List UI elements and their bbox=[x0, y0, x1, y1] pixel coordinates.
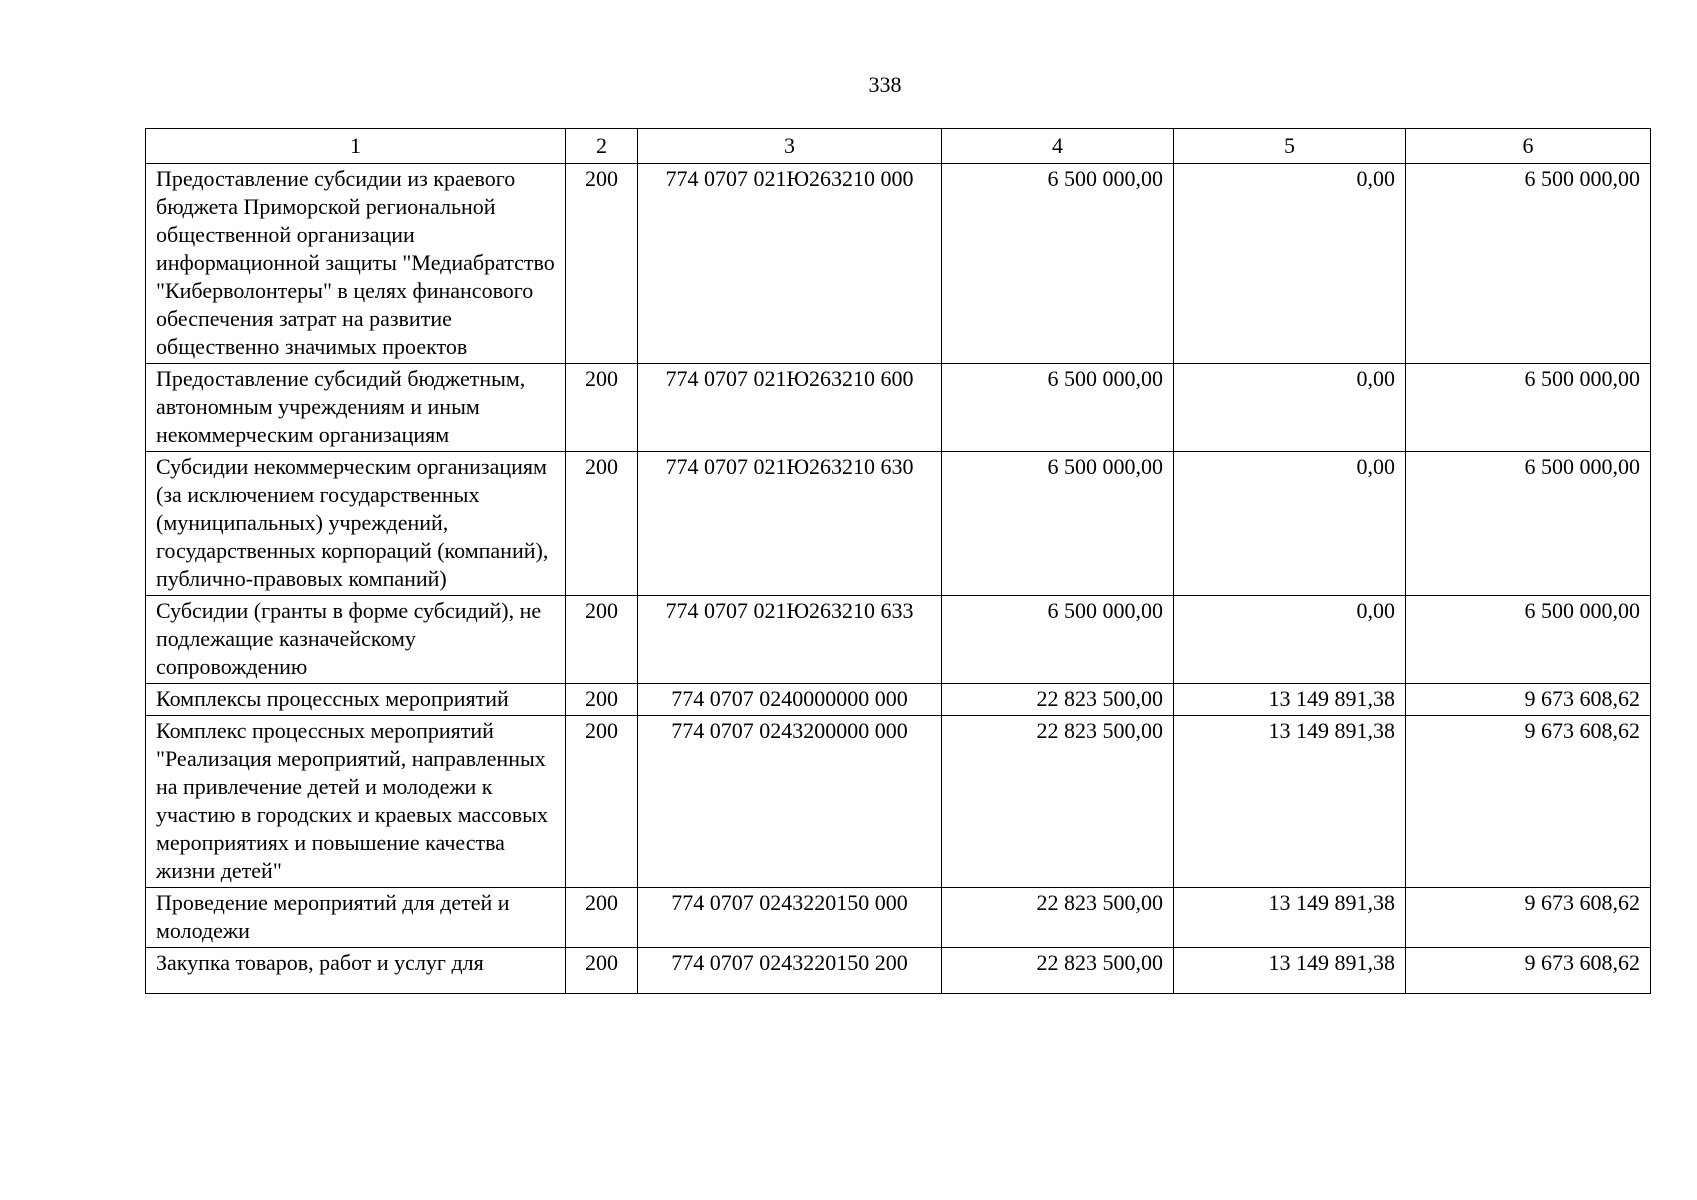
table-row bbox=[146, 888, 1651, 948]
row-col4: 22 823 500,00 bbox=[942, 684, 1174, 716]
row-col6: 6 500 000,00 bbox=[1406, 164, 1651, 364]
row-col5: 0,00 bbox=[1174, 364, 1406, 452]
row-col6: 9 673 608,62 bbox=[1406, 948, 1651, 994]
row-col6: 9 673 608,62 bbox=[1406, 888, 1651, 948]
row-col5: 13 149 891,38 bbox=[1174, 684, 1406, 716]
row-col4: 6 500 000,00 bbox=[942, 364, 1174, 452]
table-row bbox=[146, 164, 1651, 364]
row-name: Закупка товаров, работ и услуг для bbox=[146, 948, 566, 994]
budget-table bbox=[145, 128, 1651, 994]
header-cell-5: 5 bbox=[1174, 129, 1406, 164]
row-name: Субсидии некоммерческим организациям (за исключением государственных (муниципальных) учреждений, государственных корпораций (компаний), публично-правовых компаний) bbox=[146, 452, 566, 596]
row-col5: 0,00 bbox=[1174, 164, 1406, 364]
row-code: 200 bbox=[566, 888, 638, 948]
row-code: 200 bbox=[566, 948, 638, 994]
row-code: 200 bbox=[566, 684, 638, 716]
row-col5: 0,00 bbox=[1174, 452, 1406, 596]
table-row bbox=[146, 716, 1651, 888]
table-row bbox=[146, 948, 1651, 994]
row-col6: 6 500 000,00 bbox=[1406, 452, 1651, 596]
row-col4: 6 500 000,00 bbox=[942, 452, 1174, 596]
row-classification: 774 0707 0240000000 000 bbox=[638, 684, 942, 716]
page-number: 338 bbox=[868, 72, 902, 97]
row-col6: 9 673 608,62 bbox=[1406, 684, 1651, 716]
table-row bbox=[146, 596, 1651, 684]
row-classification: 774 0707 0243220150 200 bbox=[638, 948, 942, 994]
table-row bbox=[146, 684, 1651, 716]
row-classification: 774 0707 021Ю263210 600 bbox=[638, 364, 942, 452]
header-cell-4: 4 bbox=[942, 129, 1174, 164]
row-name: Предоставление субсидий бюджетным, автономным учреждениям и иным некоммерческим организациям bbox=[146, 364, 566, 452]
row-col4: 22 823 500,00 bbox=[942, 948, 1174, 994]
row-name: Комплексы процессных мероприятий bbox=[146, 684, 566, 716]
row-classification: 774 0707 021Ю263210 633 bbox=[638, 596, 942, 684]
row-col4: 6 500 000,00 bbox=[942, 164, 1174, 364]
row-col6: 9 673 608,62 bbox=[1406, 716, 1651, 888]
row-col6: 6 500 000,00 bbox=[1406, 364, 1651, 452]
row-col4: 22 823 500,00 bbox=[942, 716, 1174, 888]
row-col5: 0,00 bbox=[1174, 596, 1406, 684]
row-code: 200 bbox=[566, 452, 638, 596]
header-row bbox=[146, 129, 1651, 164]
table-row bbox=[146, 452, 1651, 596]
row-code: 200 bbox=[566, 596, 638, 684]
row-col5: 13 149 891,38 bbox=[1174, 948, 1406, 994]
row-col6: 6 500 000,00 bbox=[1406, 596, 1651, 684]
header-cell-2: 2 bbox=[566, 129, 638, 164]
header-cell-3: 3 bbox=[638, 129, 942, 164]
row-classification: 774 0707 021Ю263210 000 bbox=[638, 164, 942, 364]
header-cell-6: 6 bbox=[1406, 129, 1651, 164]
row-col4: 6 500 000,00 bbox=[942, 596, 1174, 684]
row-code: 200 bbox=[566, 364, 638, 452]
row-col5: 13 149 891,38 bbox=[1174, 888, 1406, 948]
row-classification: 774 0707 0243200000 000 bbox=[638, 716, 942, 888]
table-row bbox=[146, 364, 1651, 452]
row-col5: 13 149 891,38 bbox=[1174, 716, 1406, 888]
row-code: 200 bbox=[566, 164, 638, 364]
row-classification: 774 0707 021Ю263210 630 bbox=[638, 452, 942, 596]
row-code: 200 bbox=[566, 716, 638, 888]
header-cell-1: 1 bbox=[146, 129, 566, 164]
row-classification: 774 0707 0243220150 000 bbox=[638, 888, 942, 948]
row-name: Предоставление субсидии из краевого бюджета Приморской региональной общественной организации информационной защиты "Медиабратство "Киберволонтеры" в целях финансового обеспечения затрат на развитие общественно значимых проектов bbox=[146, 164, 566, 364]
row-name: Комплекс процессных мероприятий "Реализация мероприятий, направленных на привлечение детей и молодежи к участию в городских и краевых массовых мероприятиях и повышение качества жизни детей" bbox=[146, 716, 566, 888]
row-name: Субсидии (гранты в форме субсидий), не подлежащие казначейскому сопровождению bbox=[146, 596, 566, 684]
row-name: Проведение мероприятий для детей и молодежи bbox=[146, 888, 566, 948]
row-col4: 22 823 500,00 bbox=[942, 888, 1174, 948]
